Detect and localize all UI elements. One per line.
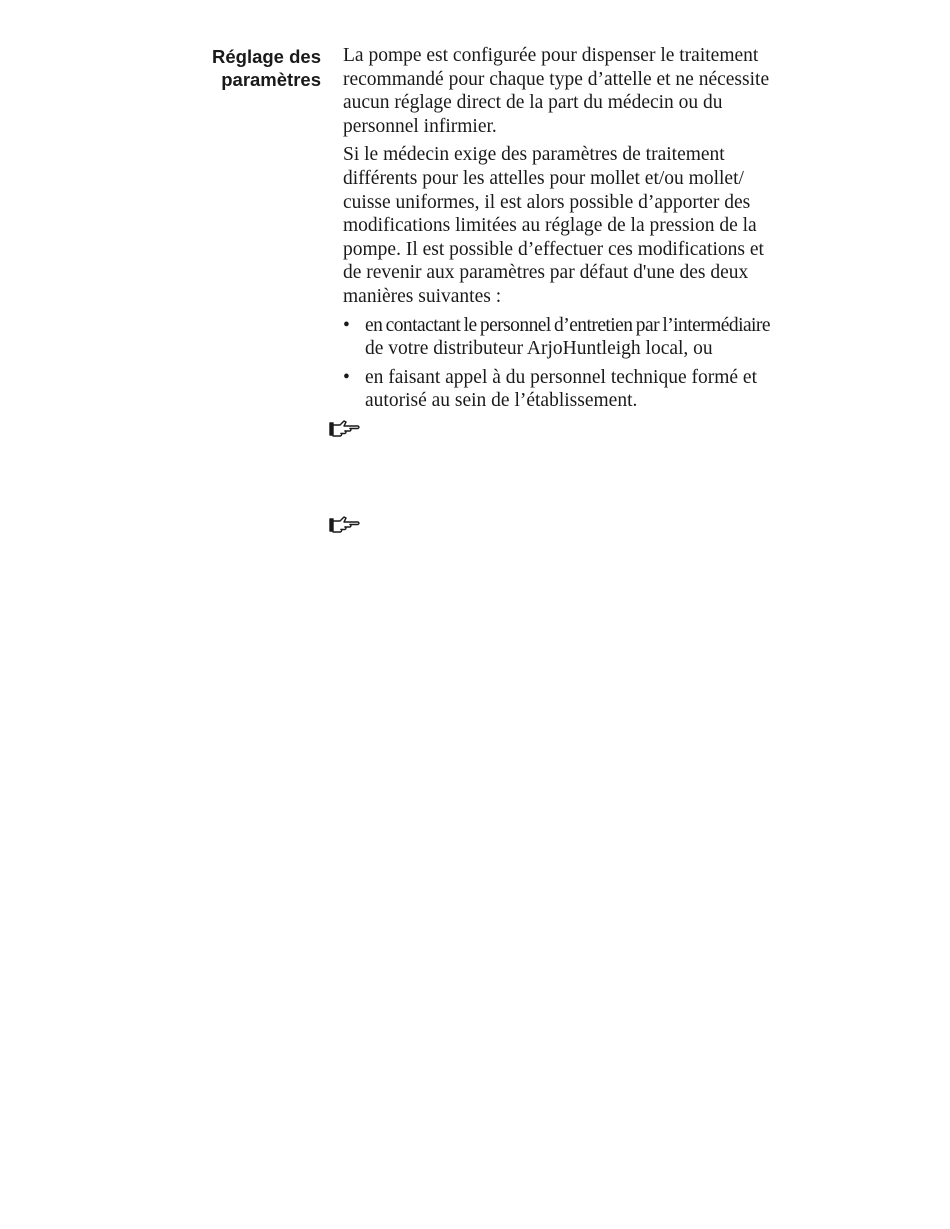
paragraph-settings bbox=[343, 143, 843, 308]
list-item bbox=[343, 314, 843, 361]
body-text bbox=[343, 44, 843, 418]
pointing-hand-icon bbox=[329, 418, 361, 438]
section-heading-line-2: paramètres bbox=[221, 69, 321, 90]
text-line: de votre distributeur ArjoHuntleigh local, ou bbox=[365, 338, 713, 360]
text-line: différents pour les attelles pour mollet et/ou mollet/ bbox=[343, 167, 744, 189]
text-line: cuisse uniformes, il est alors possible d’apporter des bbox=[343, 191, 751, 213]
text-line: manières suivantes : bbox=[343, 285, 502, 307]
section-heading bbox=[120, 45, 321, 91]
pointing-hand-icon bbox=[329, 514, 361, 534]
paragraph-intro bbox=[343, 44, 843, 138]
section-heading-line-1: Réglage des bbox=[212, 46, 321, 67]
text-line: personnel infirmier. bbox=[343, 115, 497, 137]
text-line: de revenir aux paramètres par défaut d'une des deux bbox=[343, 262, 749, 284]
bullet-mark: • bbox=[343, 314, 350, 336]
text-line: pompe. Il est possible d’effectuer ces modifications et bbox=[343, 238, 764, 260]
bullet-mark: • bbox=[343, 366, 350, 388]
text-line: en faisant appel à du personnel technique formé et bbox=[365, 366, 758, 388]
bullet-list bbox=[343, 314, 843, 413]
text-line: en contactant le personnel d’entretien par l’intermédiaire bbox=[365, 314, 770, 336]
text-line: Si le médecin exige des paramètres de traitement bbox=[343, 144, 725, 166]
text-line: recommandé pour chaque type d’attelle et ne nécessite bbox=[343, 68, 770, 90]
text-line: modifications limitées au réglage de la pression de la bbox=[343, 215, 757, 237]
text-line: autorisé au sein de l’établissement. bbox=[365, 390, 638, 412]
list-item bbox=[343, 366, 843, 413]
text-line: aucun réglage direct de la part du médecin ou du bbox=[343, 92, 723, 114]
text-line: La pompe est configurée pour dispenser le traitement bbox=[343, 45, 759, 66]
